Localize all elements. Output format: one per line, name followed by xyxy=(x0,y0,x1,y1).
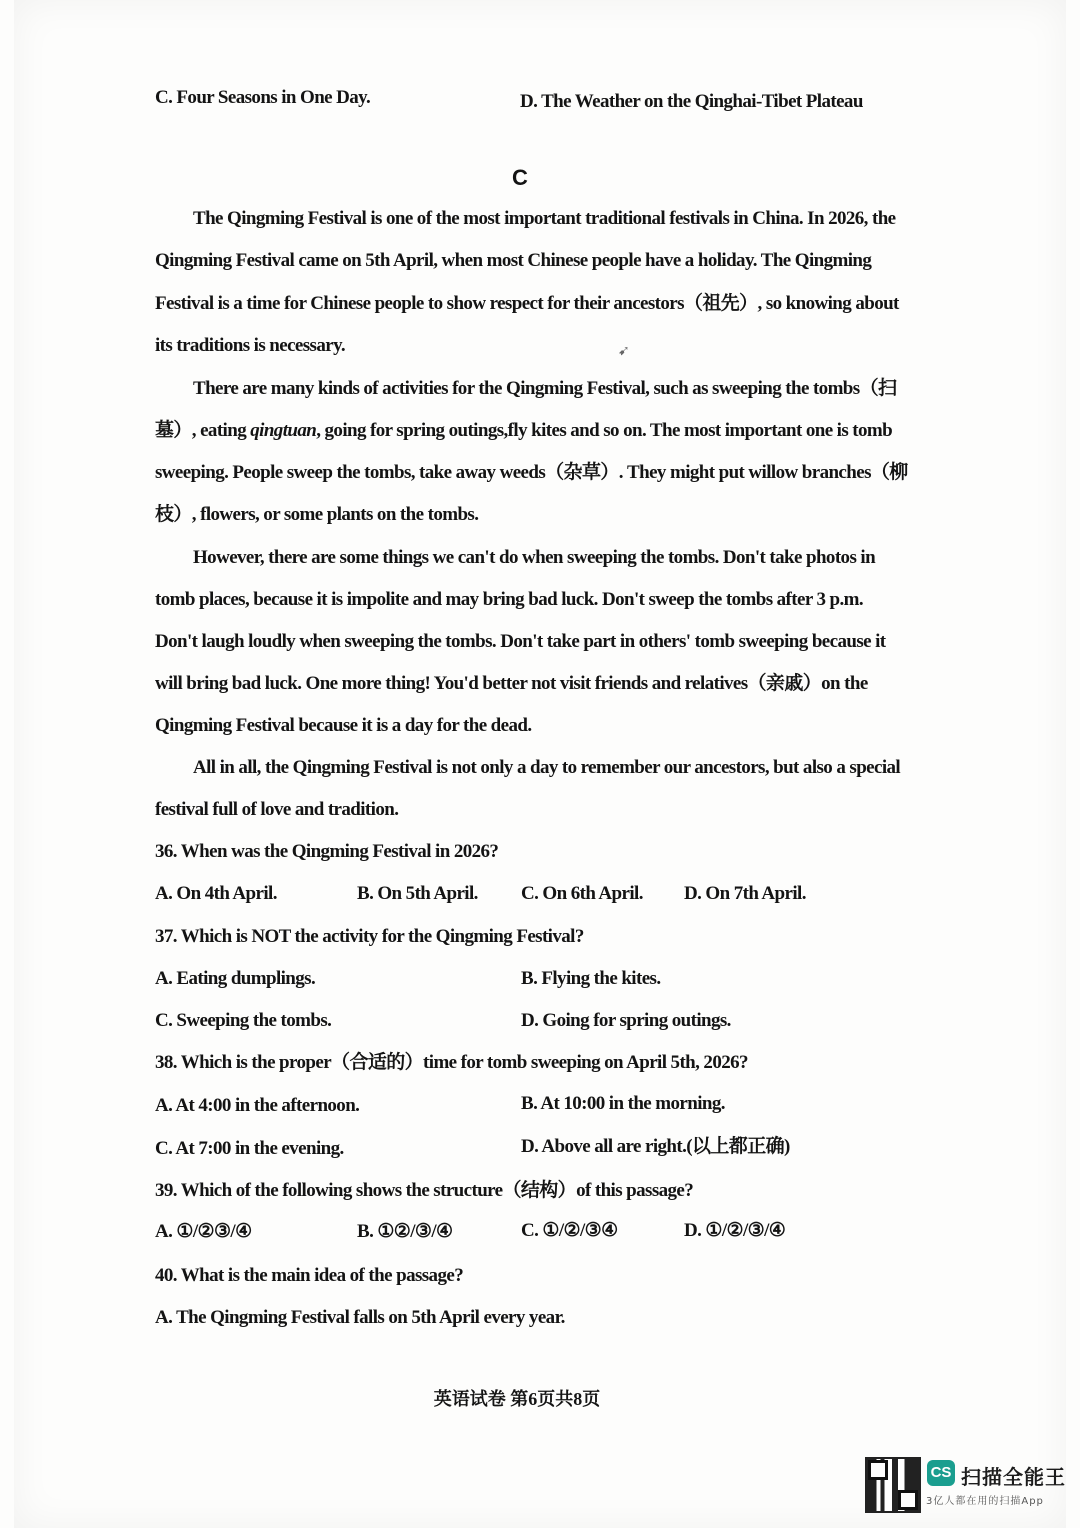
passage-line: sweeping. People sweep the tombs, take away weeds（杂草）. They might put willow branches（柳 xyxy=(155,462,908,483)
prev-option-c: C. Four Seasons in One Day. xyxy=(155,87,371,108)
passage-line: 墓）, eating qingtuan, going for spring outings,fly kites and so on. The most important one is tomb xyxy=(155,420,893,441)
option-b: B. Flying the kites. xyxy=(521,968,661,989)
option-a: A. ①/②③/④ xyxy=(155,1221,252,1242)
passage-line: festival full of love and tradition. xyxy=(155,799,399,820)
option-d: D. Going for spring outings. xyxy=(521,1010,731,1031)
passage-line: However, there are some things we can't do when sweeping the tombs. Don't take photos in xyxy=(193,547,876,568)
page-footer: 英语试卷 第6页共8页 xyxy=(433,1389,601,1409)
option-d: D. On 7th April. xyxy=(684,883,806,904)
option-c: C. At 7:00 in the evening. xyxy=(155,1138,344,1159)
passage-line: tomb places, because it is impolite and may bring bad luck. Don't sweep the tombs after 3 p.m. xyxy=(155,589,864,610)
option-d: D. Above all are right.(以上都正确) xyxy=(521,1136,790,1157)
passage-line: Don't laugh loudly when sweeping the tombs. Don't take part in others' tomb sweeping because it xyxy=(155,631,886,652)
option-b: B. ①②/③/④ xyxy=(357,1221,453,1242)
passage-line: 枝）, flowers, or some plants on the tombs. xyxy=(155,504,479,525)
option-a: A. Eating dumplings. xyxy=(155,968,316,989)
section-heading: C xyxy=(512,165,528,190)
option-a: A. The Qingming Festival falls on 5th April every year. xyxy=(155,1307,565,1328)
passage-line: There are many kinds of activities for the Qingming Festival, such as sweeping the tombs（扫 xyxy=(193,378,897,399)
passage-line: Qingming Festival came on 5th April, when most Chinese people have a holiday. The Qingming xyxy=(155,250,872,271)
camscanner-logo-icon: CS xyxy=(927,1460,955,1486)
question-stem: 37. Which is NOT the activity for the Qingming Festival? xyxy=(155,926,584,947)
passage-line: Festival is a time for Chinese people to show respect for their ancestors（祖先）, so knowing about xyxy=(155,293,899,314)
passage-line: The Qingming Festival is one of the most important traditional festivals in China. In 2026, the xyxy=(193,208,896,229)
passage-line: Qingming Festival because it is a day for the dead. xyxy=(155,715,532,736)
option-b: B. At 10:00 in the morning. xyxy=(521,1093,725,1114)
option-c: C. ①/②/③④ xyxy=(521,1220,618,1241)
prev-option-d: D. The Weather on the Qinghai-Tibet Plateau xyxy=(520,91,863,112)
option-c: C. Sweeping the tombs. xyxy=(155,1010,332,1031)
option-a: A. On 4th April. xyxy=(155,883,277,904)
scan-mark: ➹ xyxy=(618,344,630,359)
passage-line: will bring bad luck. One more thing! You'd better not visit friends and relatives（亲戚）on the xyxy=(155,673,868,694)
option-a: A. At 4:00 in the afternoon. xyxy=(155,1095,360,1116)
option-c: C. On 6th April. xyxy=(521,883,643,904)
italic-word: qingtuan xyxy=(250,420,317,441)
passage-line: All in all, the Qingming Festival is not only a day to remember our ancestors, but also a special xyxy=(193,757,901,778)
option-b: B. On 5th April. xyxy=(357,883,478,904)
option-d: D. ①/②/③/④ xyxy=(684,1220,786,1241)
question-stem: 38. Which is the proper（合适的）time for tomb sweeping on April 5th, 2026? xyxy=(155,1052,748,1073)
watermark-name: 扫描全能王 xyxy=(961,1465,1066,1489)
question-stem: 40. What is the main idea of the passage? xyxy=(155,1265,464,1286)
watermark-tagline: 3亿人都在用的扫描App xyxy=(926,1496,1044,1507)
qr-code-icon xyxy=(865,1457,921,1513)
passage-line: its traditions is necessary. xyxy=(155,335,346,356)
question-stem: 36. When was the Qingming Festival in 2026? xyxy=(155,841,499,862)
question-stem: 39. Which of the following shows the structure（结构）of this passage? xyxy=(155,1180,694,1201)
